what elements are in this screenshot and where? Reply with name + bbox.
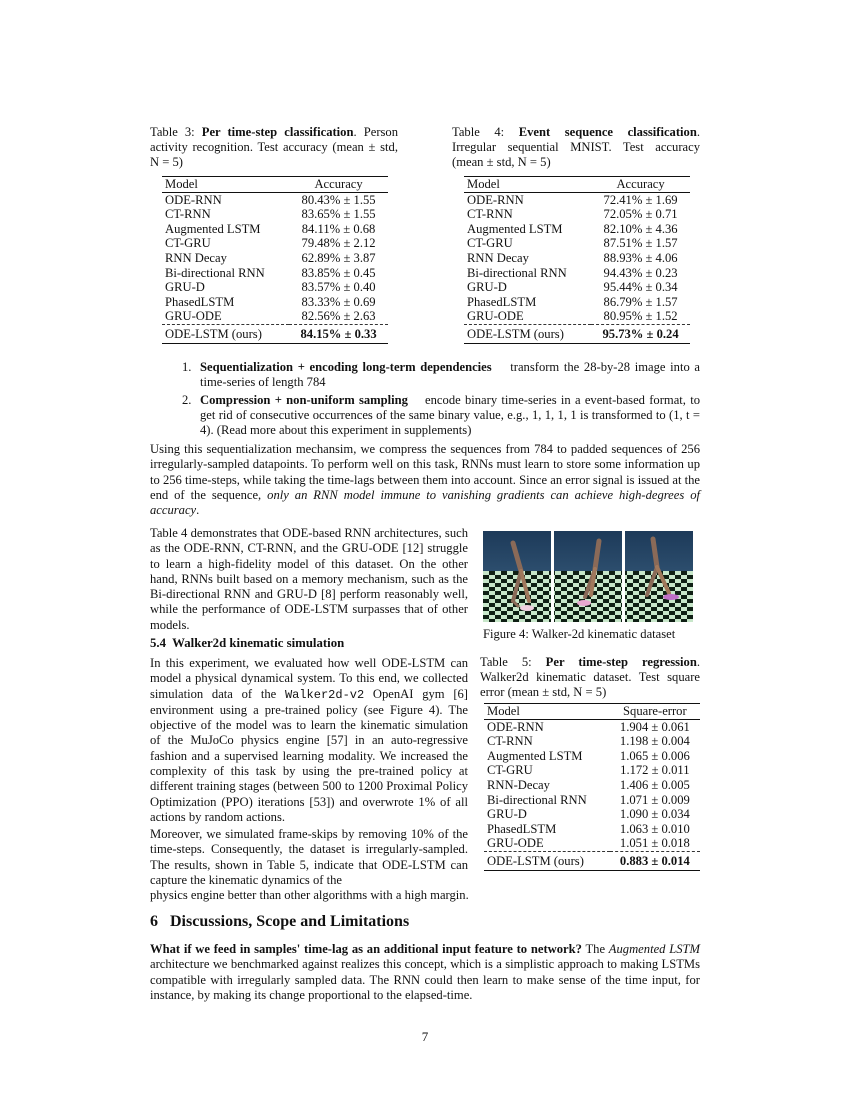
table-row xyxy=(162,192,388,207)
table3-caption-rest: . Person activity recognition. Test accuracy (mean ± std, N = 5) xyxy=(150,125,399,169)
table5-caption xyxy=(480,655,700,700)
model-cell: GRU-ODE xyxy=(165,309,222,324)
model-cell: Augmented LSTM xyxy=(467,221,563,236)
table-row xyxy=(464,236,690,251)
table-row xyxy=(484,836,700,851)
model-cell: RNN-Decay xyxy=(487,777,550,792)
value-cell: 83.33% ± 0.69 xyxy=(301,294,376,309)
table-row xyxy=(484,734,700,749)
paragraph-frame-skips-continued: physics engine better than other algorithms with a high margin. xyxy=(150,888,469,902)
table-row xyxy=(162,251,388,266)
preprocessing-list xyxy=(182,360,700,438)
table4-ours-row xyxy=(464,324,690,343)
list-number: 1. xyxy=(182,360,192,374)
table5-ours-row xyxy=(484,851,700,870)
table3-ours-row xyxy=(162,324,388,343)
table-row xyxy=(162,236,388,251)
table3-label: Table 3: xyxy=(150,125,195,139)
table5-title: Per time-step regression xyxy=(545,655,697,669)
list-item-text: transform the 28-by-28 image into a time-series of length 784 xyxy=(200,360,700,390)
table5-col-model: Model xyxy=(484,704,610,720)
walker-frame-3 xyxy=(625,531,693,622)
paragraph-text: Moreover, we simulated frame-skips by removing 10% of the time-steps. Consequently, the dataset is irregularly-sampled. The results, shown in Table 5, indicate that ODE-LSTM can capture the kinematic dynamics of the xyxy=(150,827,468,887)
value-cell: 94.43% ± 0.23 xyxy=(603,265,678,280)
value-cell: 1.406 ± 0.005 xyxy=(619,777,690,792)
value-cell: 72.41% ± 1.69 xyxy=(603,192,678,207)
paragraph-text: architecture we benchmarked against realizes this concept, which is a simplistic approach to making LSTMs compatible with irregularly sampled data. The RNN could then learn to make sense of the time input, for instance, by making its change proportional to the elapsed-time. xyxy=(150,957,700,1002)
model-cell: RNN Decay xyxy=(165,250,227,265)
list-item xyxy=(182,360,700,391)
model-cell: Bi-directional RNN xyxy=(165,265,265,280)
model-cell: ODE-RNN xyxy=(487,719,544,734)
table4-label: Table 4: xyxy=(452,125,505,139)
table3-col-model: Model xyxy=(162,177,289,193)
model-cell: GRU-D xyxy=(487,807,527,822)
table4-caption xyxy=(452,125,700,170)
value-cell: 1.904 ± 0.061 xyxy=(619,719,690,734)
value-cell: 62.89% ± 3.87 xyxy=(301,250,376,265)
model-cell: GRU-ODE xyxy=(487,836,544,851)
value-cell: 80.95% ± 1.52 xyxy=(603,309,678,324)
paragraph-bold-question: What if we feed in samples' time-lag as an additional input feature to network? xyxy=(150,942,582,956)
table-row xyxy=(162,207,388,222)
value-cell: 83.57% ± 0.40 xyxy=(301,280,376,295)
model-cell: CT-GRU xyxy=(467,236,513,251)
table-row xyxy=(484,749,700,764)
table-row xyxy=(162,222,388,237)
model-cell: CT-RNN xyxy=(487,734,533,749)
table5-label: Table 5: xyxy=(480,655,532,669)
walker2d-figure-image xyxy=(483,531,693,622)
table-row xyxy=(484,822,700,837)
model-cell: CT-GRU xyxy=(487,763,533,778)
paragraph-italic: Augmented LSTM xyxy=(608,942,700,956)
value-cell: 88.93% ± 4.06 xyxy=(603,250,678,265)
table-row xyxy=(484,719,700,734)
paragraph-table4-discussion xyxy=(150,526,468,633)
value-cell: 1.063 ± 0.010 xyxy=(619,821,690,836)
paragraph-end: . xyxy=(196,503,200,518)
table-row xyxy=(464,207,690,222)
table-row xyxy=(484,793,700,808)
value-cell: 86.79% ± 1.57 xyxy=(603,294,678,309)
model-cell: Bi-directional RNN xyxy=(487,792,587,807)
model-cell: Augmented LSTM xyxy=(165,221,261,236)
walker-frame-1 xyxy=(483,531,551,622)
table-row xyxy=(464,280,690,295)
table5-ours-value: 0.883 ± 0.014 xyxy=(610,851,700,870)
model-cell: ODE-RNN xyxy=(165,192,222,207)
model-cell: PhasedLSTM xyxy=(165,294,235,309)
list-item-text: encode binary time-series in a event-based format, to get rid of consecutive occurrences of the same binary value, e.g., 1, 1, 1, 1 is transformed to (1, t = 4). (Read more about this experiment in supplements) xyxy=(200,392,701,438)
table-row xyxy=(162,266,388,281)
model-cell: PhasedLSTM xyxy=(487,821,557,836)
paragraph-italic: only an RNN model immune to vanishing gradients can achieve high-degrees of accuracy xyxy=(150,487,701,518)
paragraph-walker-experiment xyxy=(150,656,468,825)
table4-col-accuracy: Accuracy xyxy=(591,177,690,193)
table-row xyxy=(162,295,388,310)
table-row xyxy=(464,295,690,310)
table5-caption-rest: . Walker2d kinematic dataset. Test square error (mean ± std, N = 5) xyxy=(480,655,701,699)
paragraph-sequentialization xyxy=(150,442,700,518)
value-cell: 1.065 ± 0.006 xyxy=(619,748,690,763)
value-cell: 87.51% ± 1.57 xyxy=(603,236,678,251)
table3-ours-model: ODE-LSTM (ours) xyxy=(162,324,289,343)
page-number: 7 xyxy=(421,1029,429,1044)
table4-ours-value: 95.73% ± 0.24 xyxy=(591,324,690,343)
list-item-head: Compression + non-uniform sampling xyxy=(200,392,408,407)
model-cell: CT-GRU xyxy=(165,236,211,251)
paragraph-frame-skips xyxy=(150,827,468,888)
value-cell: 1.172 ± 0.011 xyxy=(620,763,690,778)
table4-col-model: Model xyxy=(464,177,591,193)
value-cell: 1.051 ± 0.018 xyxy=(619,836,690,851)
value-cell: 79.48% ± 2.12 xyxy=(301,236,376,251)
table3-title: Per time-step classification xyxy=(201,125,354,139)
paragraph-text: Using this sequentialization mechansim, we compress the sequences from 784 to padded sequences of 256 irregularly-sampled datapoints. To perform well on this task, RNNs must learn to store some information up to 256 time-steps, while taking the time-lags between them into account. Since an error signal is issued at the end of the sequence, xyxy=(150,442,700,502)
value-cell: 72.05% ± 0.71 xyxy=(603,207,678,222)
table-row xyxy=(464,192,690,207)
model-cell: CT-RNN xyxy=(165,207,211,222)
table-row xyxy=(484,763,700,778)
model-cell: GRU-ODE xyxy=(467,309,524,324)
model-cell: Augmented LSTM xyxy=(487,748,583,763)
paragraph-time-lag xyxy=(150,942,700,1003)
table4-caption-rest: . Irregular sequential MNIST. Test accuracy (mean ± std, N = 5) xyxy=(452,125,700,169)
model-cell: GRU-D xyxy=(467,280,507,295)
table-row xyxy=(464,251,690,266)
value-cell: 80.43% ± 1.55 xyxy=(301,192,376,207)
table4 xyxy=(464,176,690,344)
value-cell: 82.10% ± 4.36 xyxy=(603,221,678,236)
table-row xyxy=(464,266,690,281)
list-item xyxy=(182,393,700,439)
model-cell: PhasedLSTM xyxy=(467,294,537,309)
table4-title: Event sequence classification xyxy=(518,125,697,139)
list-number: 2. xyxy=(182,392,192,407)
table-row xyxy=(484,807,700,822)
table5-ours-model: ODE-LSTM (ours) xyxy=(484,851,610,870)
model-cell: GRU-D xyxy=(165,280,205,295)
value-cell: 1.071 ± 0.009 xyxy=(619,792,690,807)
env-code: Walker2d-v2 xyxy=(284,687,365,702)
table3-ours-value: 84.15% ± 0.33 xyxy=(289,324,388,343)
model-cell: Bi-directional RNN xyxy=(467,265,567,280)
table4-ours-model: ODE-LSTM (ours) xyxy=(464,324,591,343)
figure4-caption: Figure 4: Walker-2d kinematic dataset xyxy=(483,627,676,641)
table-row xyxy=(162,309,388,324)
subsection-title: 5.4 Walker2d kinematic simulation xyxy=(150,636,345,650)
value-cell: 95.44% ± 0.34 xyxy=(603,280,678,295)
model-cell: CT-RNN xyxy=(467,207,513,222)
figure4 xyxy=(483,531,693,622)
value-cell: 84.11% ± 0.68 xyxy=(301,221,376,236)
value-cell: 1.198 ± 0.004 xyxy=(619,734,690,749)
section-title: 6 Discussions, Scope and Limitations xyxy=(150,913,410,930)
value-cell: 83.85% ± 0.45 xyxy=(301,265,376,280)
table-row xyxy=(484,778,700,793)
table3-caption xyxy=(150,125,398,170)
walker-frame-2 xyxy=(554,531,622,622)
table5-col-error: Square-error xyxy=(610,704,700,720)
value-cell: 83.65% ± 1.55 xyxy=(301,207,376,222)
paragraph-text: The xyxy=(581,942,609,956)
table3 xyxy=(162,176,388,344)
paragraph-text: Table 4 demonstrates that ODE-based RNN architectures, such as the ODE-RNN, CT-RNN, and the GRU-ODE [12] struggle to learn a high-fidelity model of this dataset. On the other hand, RNNs built based on a memory mechanism, such as the Bi-directional RNN and GRU-D [8] perform reasonably well, while the performance of ODE-LSTM surpasses that of other models. xyxy=(150,526,468,632)
model-cell: ODE-RNN xyxy=(467,192,524,207)
value-cell: 82.56% ± 2.63 xyxy=(301,309,376,324)
table5 xyxy=(484,703,700,871)
table-row xyxy=(162,280,388,295)
paragraph-text: In this experiment, we evaluated how well ODE-LSTM can model a physical dynamical system. To this end, we collected simulation data of the xyxy=(150,656,468,701)
table-row xyxy=(464,222,690,237)
value-cell: 1.090 ± 0.034 xyxy=(619,807,690,822)
model-cell: RNN Decay xyxy=(467,250,529,265)
table3-col-accuracy: Accuracy xyxy=(289,177,388,193)
paragraph-text: OpenAI gym [6] environment using a pre-trained policy (see Figure 4). The objective of the model was to learn the kinematic simulation of the MuJoCo physics engine [57] in an auto-regressive fashion and a supervised learning modality. We increased the complexity of this task by using the pre-trained policy at different training stages (between 500 to 1200 Proximal Policy Optimization (PPO) iterations [53]) and overwrote 1% of all actions by random actions. xyxy=(150,686,468,824)
table-row xyxy=(464,309,690,324)
list-item-head: Sequentialization + encoding long-term dependencies xyxy=(200,360,492,374)
